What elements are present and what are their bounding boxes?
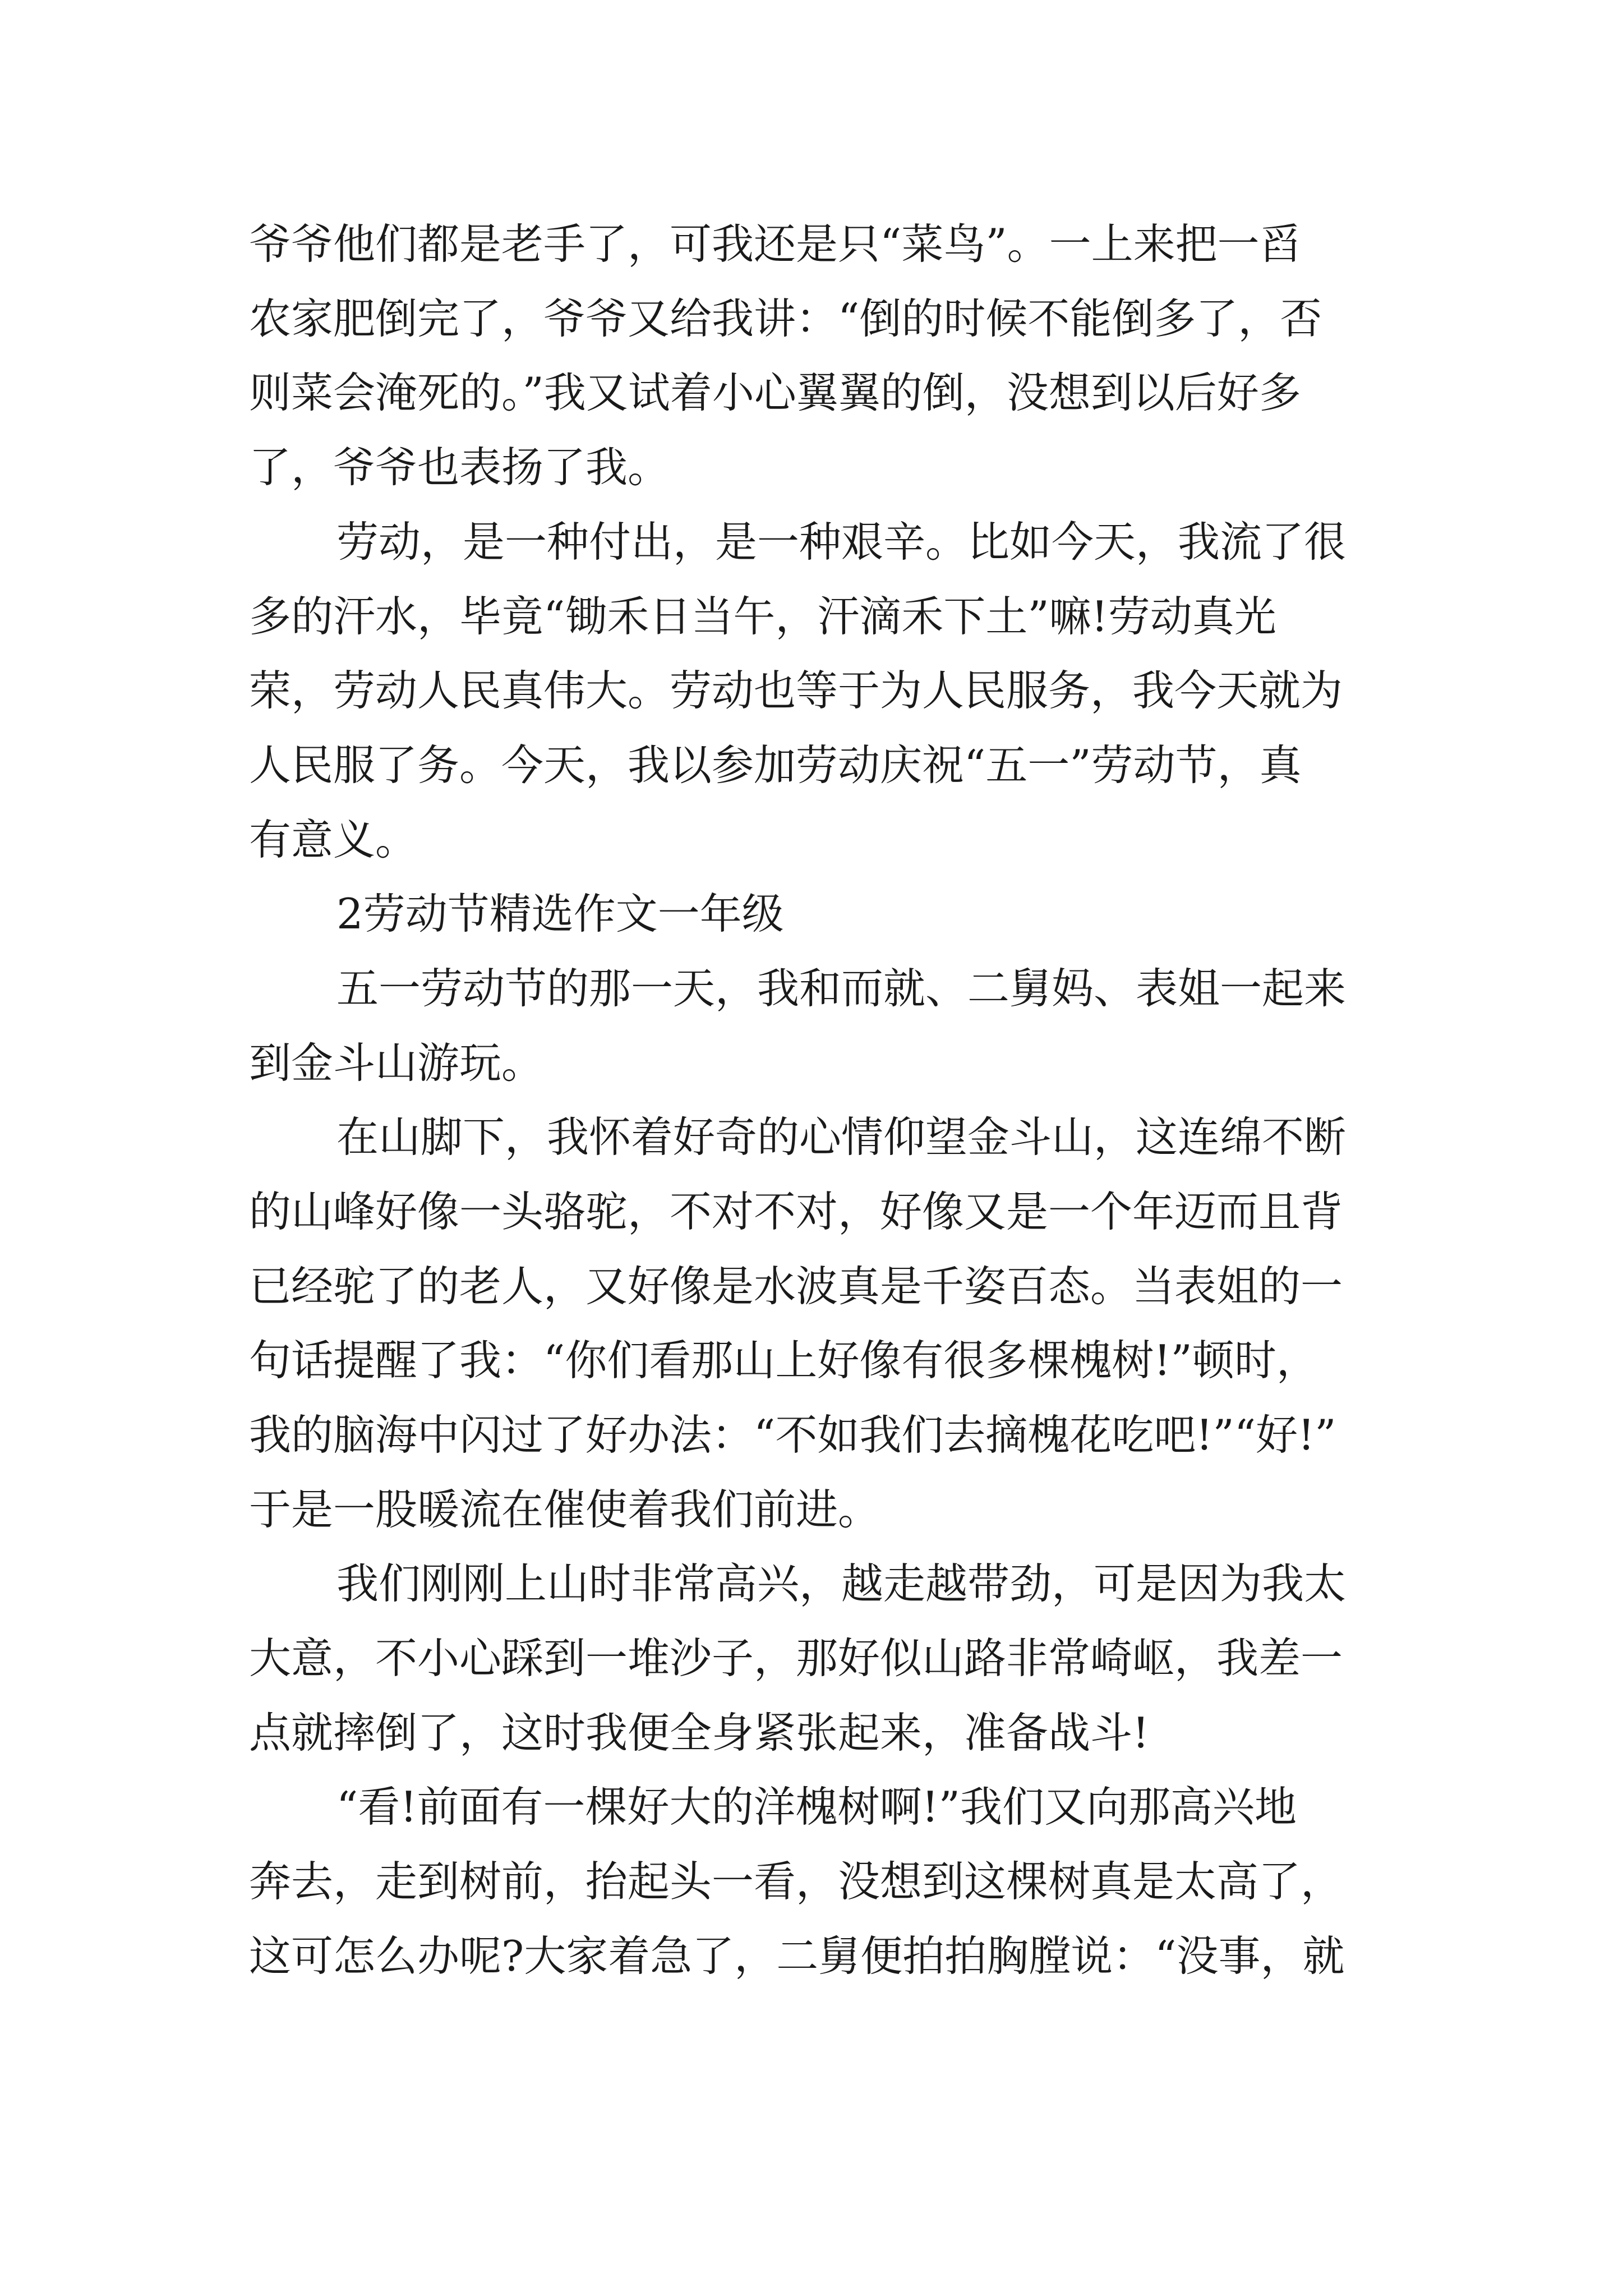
text-line: 有意义。 bbox=[249, 815, 418, 864]
text-line: 的山峰好像一头骆驼，不对不对，好像又是一个年迈而且背 bbox=[249, 1187, 1343, 1236]
text-line: 句话提醒了我：“你们看那山上好像有很多棵槐树!”顿时， bbox=[249, 1336, 1318, 1385]
section-heading: 2劳动节精选作文一年级 bbox=[336, 889, 784, 938]
text-line: 爷爷他们都是老手了，可我还是只“菜鸟”。一上来把一舀 bbox=[249, 219, 1302, 269]
text-line: 于是一股暖流在催使着我们前进。 bbox=[249, 1485, 880, 1534]
text-line: 在山脚下，我怀着好奇的心情仰望金斗山，这连绵不断 bbox=[336, 1112, 1347, 1162]
text-line: 则菜会淹死的。”我又试着小心翼翼的倒，没想到以后好多 bbox=[249, 368, 1301, 417]
text-line: 农家肥倒完了，爷爷又给我讲：“倒的时候不能倒多了，否 bbox=[249, 294, 1322, 343]
text-line: 多的汗水，毕竟“锄禾日当午，汗滴禾下土”嘛!劳动真光 bbox=[249, 592, 1276, 641]
text-line: “看!前面有一棵好大的洋槐树啊!”我们又向那高兴地 bbox=[336, 1782, 1297, 1832]
text-line: 我的脑海中闪过了好办法：“不如我们去摘槐花吃吧!”“好!” bbox=[249, 1410, 1336, 1460]
text-line: 到金斗山游玩。 bbox=[249, 1038, 544, 1088]
text-line: 荣，劳动人民真伟大。劳动也等于为人民服务，我今天就为 bbox=[249, 666, 1343, 715]
text-line: 了，爷爷也表扬了我。 bbox=[249, 443, 670, 492]
text-line: 奔去，走到树前，抬起头一看，没想到这棵树真是太高了， bbox=[249, 1857, 1343, 1906]
text-line: 已经驼了的老人，又好像是水波真是千姿百态。当表姐的一 bbox=[249, 1262, 1343, 1311]
text-line: 人民服了务。今天，我以参加劳动庆祝“五一”劳动节，真 bbox=[249, 740, 1302, 790]
text-line: 我们刚刚上山时非常高兴，越走越带劲，可是因为我太 bbox=[336, 1559, 1347, 1608]
text-line: 点就摔倒了，这时我便全身紧张起来，准备战斗! bbox=[249, 1708, 1150, 1757]
text-line: 大意，不小心踩到一堆沙子，那好似山路非常崎岖，我差一 bbox=[249, 1634, 1343, 1683]
text-line: 五一劳动节的那一天，我和而就、二舅妈、表姐一起来 bbox=[336, 964, 1347, 1013]
text-line: 这可怎么办呢?大家着急了，二舅便拍拍胸膛说：“没事，就 bbox=[249, 1931, 1345, 1981]
text-line: 劳动，是一种付出，是一种艰辛。比如今天，我流了很 bbox=[336, 517, 1347, 567]
